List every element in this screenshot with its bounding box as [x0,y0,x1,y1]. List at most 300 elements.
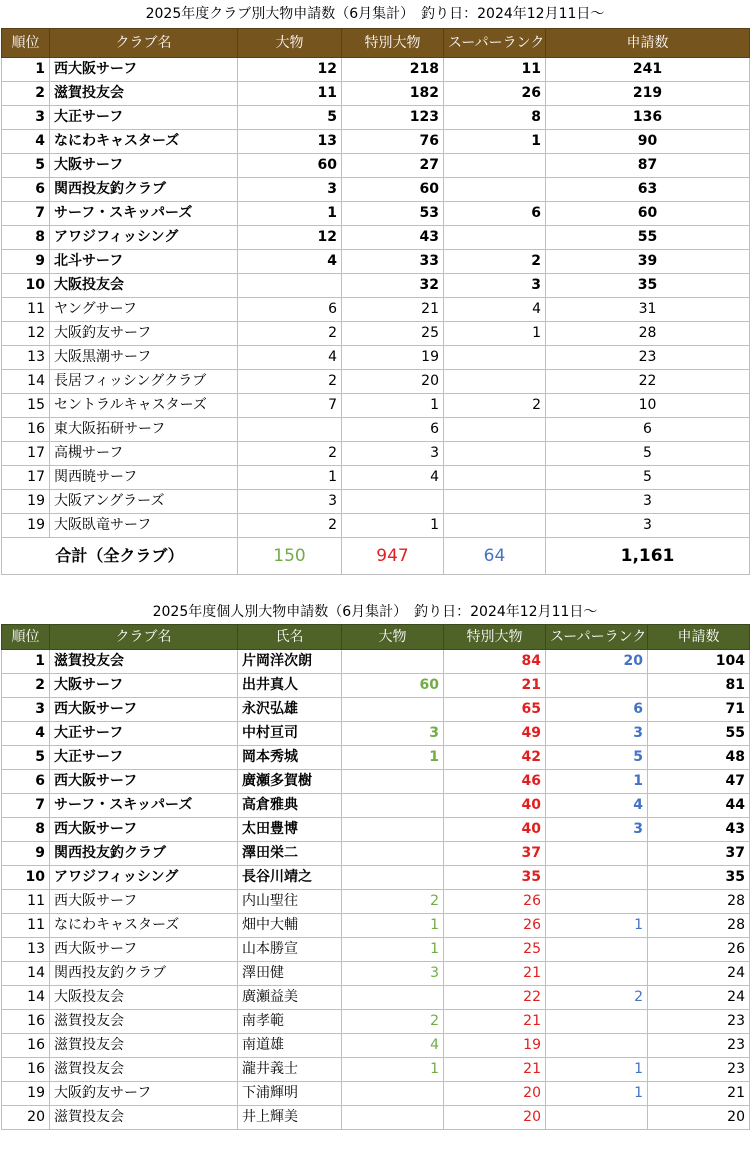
cell-count: 23 [648,1058,750,1082]
cell-count: 71 [648,698,750,722]
cell-special: 35 [444,866,546,890]
cell-special: 25 [444,938,546,962]
cell-club: 滋賀投友会 [50,1106,238,1130]
table-row [2,842,750,866]
cell-super: 1 [444,130,546,154]
cell-super: 1 [546,1058,648,1082]
cell-club: 大阪サーフ [50,674,238,698]
cell-super: 26 [444,82,546,106]
cell-rank: 14 [2,370,50,394]
header-special: 特別大物 [444,625,546,650]
table-row [2,1034,750,1058]
cell-name: 内山聖往 [238,890,342,914]
cell-rank: 2 [2,82,50,106]
cell-count: 3 [546,490,750,514]
cell-rank: 19 [2,514,50,538]
table-row [2,58,750,82]
cell-club: 東大阪拓研サーフ [50,418,238,442]
cell-club: 西大阪サーフ [50,770,238,794]
cell-name: 出井真人 [238,674,342,698]
cell-rank: 19 [2,490,50,514]
cell-count: 60 [546,202,750,226]
cell-special: 26 [444,890,546,914]
cell-club: 大阪投友会 [50,274,238,298]
cell-special: 42 [444,746,546,770]
cell-rank: 11 [2,298,50,322]
cell-super [546,1034,648,1058]
cell-big: 3 [342,722,444,746]
cell-rank: 13 [2,938,50,962]
cell-big: 2 [238,322,342,346]
cell-special: 20 [444,1106,546,1130]
cell-club: 西大阪サーフ [50,818,238,842]
cell-special: 182 [342,82,444,106]
cell-rank: 14 [2,986,50,1010]
cell-rank: 5 [2,154,50,178]
table-row [2,442,750,466]
cell-name: 澤田栄二 [238,842,342,866]
cell-super [546,890,648,914]
table-row [2,746,750,770]
cell-super [444,466,546,490]
cell-super [546,674,648,698]
cell-count: 3 [546,514,750,538]
cell-name: 井上輝美 [238,1106,342,1130]
cell-special: 20 [342,370,444,394]
cell-special: 3 [342,442,444,466]
cell-big: 3 [238,178,342,202]
cell-name: 南道雄 [238,1034,342,1058]
cell-special [342,490,444,514]
cell-special: 60 [342,178,444,202]
cell-count: 47 [648,770,750,794]
cell-count: 23 [648,1034,750,1058]
table-row [2,490,750,514]
cell-count: 55 [546,226,750,250]
cell-super: 3 [546,722,648,746]
cell-super [444,370,546,394]
cell-rank: 16 [2,1058,50,1082]
cell-big: 12 [238,226,342,250]
cell-rank: 17 [2,466,50,490]
table-row [2,418,750,442]
cell-club: 西大阪サーフ [50,890,238,914]
cell-big [342,818,444,842]
cell-special: 84 [444,650,546,674]
cell-special: 53 [342,202,444,226]
cell-count: 5 [546,466,750,490]
cell-special: 43 [342,226,444,250]
cell-super: 11 [444,58,546,82]
cell-club: 西大阪サーフ [50,698,238,722]
cell-rank: 16 [2,418,50,442]
cell-big [238,418,342,442]
cell-special: 25 [342,322,444,346]
cell-rank: 2 [2,674,50,698]
person-ranking-table [1,624,750,1130]
cell-rank: 1 [2,650,50,674]
cell-super [444,178,546,202]
cell-count: 87 [546,154,750,178]
cell-count: 20 [648,1106,750,1130]
cell-rank: 16 [2,1010,50,1034]
cell-club: なにわキャスターズ [50,130,238,154]
cell-big: 1 [342,1058,444,1082]
cell-special: 37 [444,842,546,866]
table-row [2,394,750,418]
table-row [2,914,750,938]
cell-rank: 8 [2,226,50,250]
header-big: 大物 [342,625,444,650]
cell-rank: 16 [2,1034,50,1058]
cell-name: 高倉雅典 [238,794,342,818]
person-table-title: 2025年度個人別大物申請数（6月集計） 釣り日：2024年12月11日～ [152,604,598,620]
cell-super: 8 [444,106,546,130]
cell-count: 21 [648,1082,750,1106]
cell-club: 大阪臥竜サーフ [50,514,238,538]
cell-big: 60 [238,154,342,178]
cell-super: 4 [546,794,648,818]
cell-club: 大阪釣友サーフ [50,322,238,346]
cell-special: 1 [342,394,444,418]
cell-count: 23 [648,1010,750,1034]
cell-rank: 20 [2,1106,50,1130]
club-table-header [2,29,750,58]
cell-club: アワジフィッシング [50,226,238,250]
cell-club: 滋賀投友会 [50,82,238,106]
cell-rank: 1 [2,58,50,82]
cell-special: 1 [342,514,444,538]
cell-count: 28 [546,322,750,346]
cell-big [342,866,444,890]
header-big: 大物 [238,29,342,58]
section-gap [0,575,750,600]
cell-big [342,650,444,674]
cell-super: 1 [546,914,648,938]
cell-big: 4 [238,346,342,370]
cell-super: 1 [444,322,546,346]
cell-big: 4 [342,1034,444,1058]
table-row [2,250,750,274]
header-name: 氏名 [238,625,342,650]
cell-count: 35 [546,274,750,298]
cell-club: 大正サーフ [50,106,238,130]
table-row [2,106,750,130]
table-row [2,650,750,674]
cell-club: 大阪釣友サーフ [50,1082,238,1106]
table-row [2,82,750,106]
cell-big: 2 [342,1010,444,1034]
cell-super: 2 [444,394,546,418]
table-row [2,1058,750,1082]
cell-super [444,154,546,178]
table-row [2,202,750,226]
table-row [2,1106,750,1130]
cell-count: 48 [648,746,750,770]
cell-club: 北斗サーフ [50,250,238,274]
cell-super [444,226,546,250]
cell-big: 60 [342,674,444,698]
cell-big [342,1082,444,1106]
cell-rank: 12 [2,322,50,346]
table-row [2,866,750,890]
cell-super: 6 [546,698,648,722]
table-row [2,1010,750,1034]
cell-rank: 6 [2,178,50,202]
cell-special: 4 [342,466,444,490]
cell-special: 49 [444,722,546,746]
cell-super: 3 [444,274,546,298]
table-row [2,154,750,178]
cell-count: 136 [546,106,750,130]
cell-club: 滋賀投友会 [50,1034,238,1058]
cell-name: 下浦輝明 [238,1082,342,1106]
cell-big: 2 [238,370,342,394]
cell-rank: 14 [2,962,50,986]
cell-big: 2 [238,514,342,538]
cell-special: 46 [444,770,546,794]
table-row [2,818,750,842]
cell-club: 長居フィッシングクラブ [50,370,238,394]
cell-rank: 5 [2,746,50,770]
cell-big [238,274,342,298]
cell-rank: 9 [2,250,50,274]
cell-big [342,794,444,818]
cell-rank: 4 [2,130,50,154]
cell-count: 10 [546,394,750,418]
cell-name: 瀧井義士 [238,1058,342,1082]
cell-club: 大阪黒潮サーフ [50,346,238,370]
cell-special: 19 [444,1034,546,1058]
cell-special: 21 [444,674,546,698]
club-ranking-table [1,28,750,575]
cell-count: 5 [546,442,750,466]
table-row [2,698,750,722]
cell-count: 81 [648,674,750,698]
cell-big: 1 [342,914,444,938]
cell-count: 104 [648,650,750,674]
cell-big: 13 [238,130,342,154]
cell-super [546,1106,648,1130]
header-super: スーパーランク [444,29,546,58]
cell-club: サーフ・スキッパーズ [50,794,238,818]
table-row [2,770,750,794]
cell-big: 2 [238,442,342,466]
cell-club: 関西暁サーフ [50,466,238,490]
cell-super: 1 [546,1082,648,1106]
table-row [2,466,750,490]
cell-rank: 11 [2,914,50,938]
cell-count: 63 [546,178,750,202]
cell-rank: 6 [2,770,50,794]
cell-club: 大正サーフ [50,746,238,770]
table-row [2,226,750,250]
cell-count: 22 [546,370,750,394]
header-rank: 順位 [2,29,50,58]
cell-special: 40 [444,794,546,818]
table-row [2,890,750,914]
cell-super [546,1010,648,1034]
cell-big: 1 [342,938,444,962]
cell-special: 65 [444,698,546,722]
cell-special: 40 [444,818,546,842]
cell-name: 中村亘司 [238,722,342,746]
table-row [2,130,750,154]
cell-rank: 17 [2,442,50,466]
cell-rank: 9 [2,842,50,866]
cell-big: 6 [238,298,342,322]
cell-super [444,490,546,514]
cell-count: 24 [648,986,750,1010]
cell-super: 2 [546,986,648,1010]
header-count: 申請数 [648,625,750,650]
table-row [2,274,750,298]
header-club: クラブ名 [50,625,238,650]
cell-super [444,442,546,466]
cell-special: 21 [444,1058,546,1082]
cell-count: 24 [648,962,750,986]
table-row [2,1082,750,1106]
cell-count: 31 [546,298,750,322]
cell-big [342,770,444,794]
cell-special: 20 [444,1082,546,1106]
cell-special: 21 [444,962,546,986]
cell-rank: 3 [2,106,50,130]
cell-rank: 7 [2,202,50,226]
cell-name: 長谷川靖之 [238,866,342,890]
cell-big: 2 [342,890,444,914]
cell-count: 219 [546,82,750,106]
cell-club: 大正サーフ [50,722,238,746]
table-row [2,986,750,1010]
cell-big [342,698,444,722]
cell-special: 33 [342,250,444,274]
header-super: スーパーランク [546,625,648,650]
cell-special: 27 [342,154,444,178]
cell-rank: 7 [2,794,50,818]
cell-special: 19 [342,346,444,370]
cell-count: 44 [648,794,750,818]
cell-club: セントラルキャスターズ [50,394,238,418]
cell-super [444,514,546,538]
cell-club: アワジフィッシング [50,866,238,890]
cell-count: 28 [648,914,750,938]
cell-count: 35 [648,866,750,890]
cell-name: 南孝範 [238,1010,342,1034]
cell-count: 26 [648,938,750,962]
table-row [2,514,750,538]
cell-name: 畑中大輔 [238,914,342,938]
cell-club: なにわキャスターズ [50,914,238,938]
cell-name: 片岡洋次朗 [238,650,342,674]
cell-big: 7 [238,394,342,418]
table-row [2,962,750,986]
cell-club: 滋賀投友会 [50,1058,238,1082]
cell-count: 23 [546,346,750,370]
cell-club: 大阪投友会 [50,986,238,1010]
cell-super: 6 [444,202,546,226]
cell-big: 11 [238,82,342,106]
cell-club: 高槻サーフ [50,442,238,466]
club-total-row [2,538,750,575]
cell-club: 大阪サーフ [50,154,238,178]
cell-special: 21 [342,298,444,322]
cell-super: 20 [546,650,648,674]
total-label: 合計（全クラブ） [2,538,238,575]
cell-club: 大阪アングラーズ [50,490,238,514]
cell-super: 4 [444,298,546,322]
cell-club: 滋賀投友会 [50,650,238,674]
cell-big: 3 [238,490,342,514]
cell-big: 5 [238,106,342,130]
cell-name: 山本勝宣 [238,938,342,962]
cell-super [546,962,648,986]
cell-club: 関西投友釣クラブ [50,842,238,866]
cell-special: 32 [342,274,444,298]
cell-name: 永沢弘雄 [238,698,342,722]
cell-name: 廣瀬多賀樹 [238,770,342,794]
person-table-header [2,625,750,650]
cell-club: ヤングサーフ [50,298,238,322]
cell-rank: 4 [2,722,50,746]
table-row [2,794,750,818]
header-rank: 順位 [2,625,50,650]
cell-special: 123 [342,106,444,130]
cell-special: 22 [444,986,546,1010]
cell-name: 太田豊博 [238,818,342,842]
cell-big: 4 [238,250,342,274]
total-super: 64 [444,538,546,575]
cell-big [342,1106,444,1130]
cell-club: 関西投友釣クラブ [50,962,238,986]
cell-super: 2 [444,250,546,274]
cell-count: 37 [648,842,750,866]
header-count: 申請数 [546,29,750,58]
cell-big: 12 [238,58,342,82]
total-special: 947 [342,538,444,575]
cell-rank: 13 [2,346,50,370]
cell-big [342,842,444,866]
cell-big: 1 [238,466,342,490]
cell-club: 滋賀投友会 [50,1010,238,1034]
cell-club: 西大阪サーフ [50,58,238,82]
cell-count: 28 [648,890,750,914]
cell-count: 241 [546,58,750,82]
table-row [2,674,750,698]
cell-big: 1 [238,202,342,226]
cell-count: 6 [546,418,750,442]
cell-special: 26 [444,914,546,938]
cell-super [444,418,546,442]
table-row [2,322,750,346]
cell-big: 3 [342,962,444,986]
cell-name: 澤田健 [238,962,342,986]
header-club: クラブ名 [50,29,238,58]
cell-rank: 10 [2,274,50,298]
cell-special: 21 [444,1010,546,1034]
cell-big: 1 [342,746,444,770]
cell-super: 5 [546,746,648,770]
cell-special: 76 [342,130,444,154]
cell-super: 1 [546,770,648,794]
cell-count: 55 [648,722,750,746]
cell-super [546,938,648,962]
table-row [2,178,750,202]
cell-special: 6 [342,418,444,442]
cell-special: 218 [342,58,444,82]
table-row [2,346,750,370]
table-row [2,298,750,322]
